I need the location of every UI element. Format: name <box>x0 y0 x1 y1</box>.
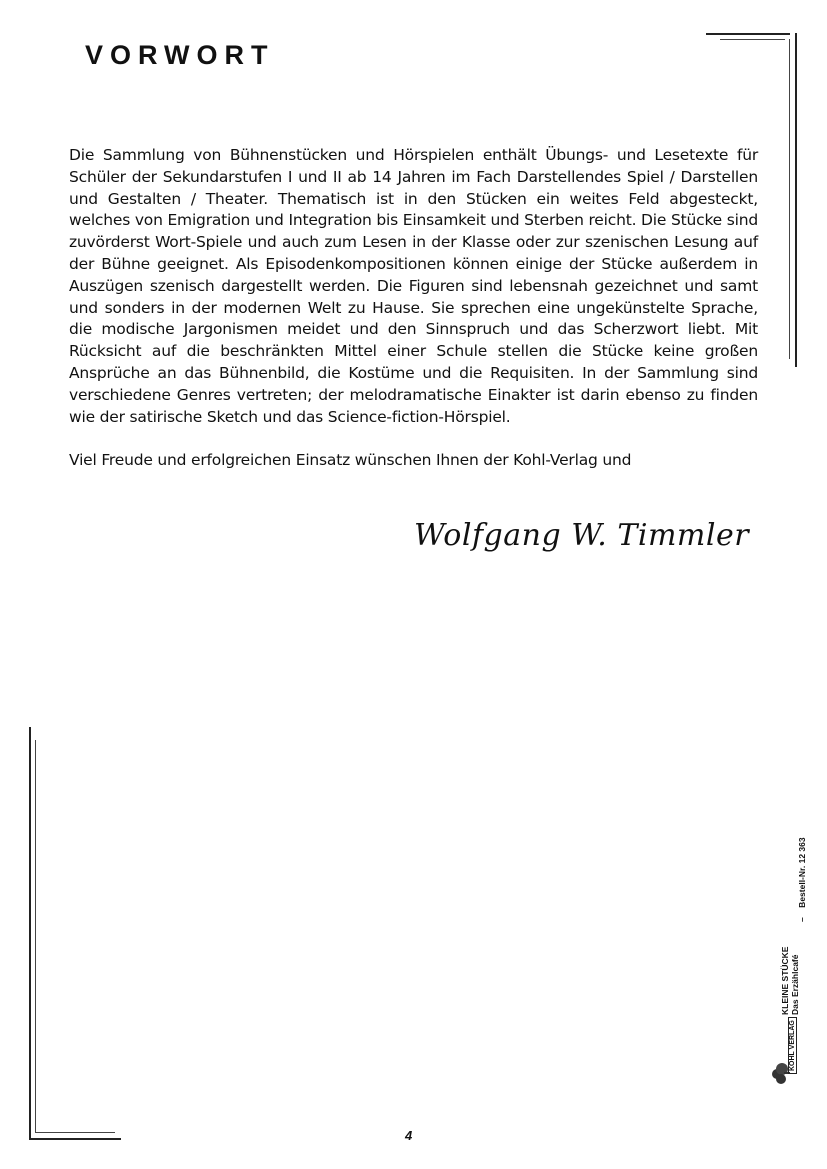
corner-frame-line <box>720 39 785 40</box>
imprint-separator: – <box>797 917 807 922</box>
corner-frame-line <box>35 740 36 1133</box>
author-signature: Wolfgang W. Timmler <box>414 518 750 553</box>
corner-frame-line <box>29 1138 121 1140</box>
corner-frame-line <box>789 39 790 359</box>
side-imprint <box>760 830 810 1100</box>
imprint-series: KLEINE STÜCKE <box>780 946 790 1015</box>
corner-frame-line <box>706 33 790 35</box>
page-number: 4 <box>405 1128 413 1143</box>
publisher-name: KOHL VERLAG <box>788 1017 797 1074</box>
page-title: VORWORT <box>85 40 275 70</box>
imprint-order-number <box>797 837 807 922</box>
imprint-title: Das Erzählcafé <box>790 954 800 1015</box>
preface-paragraph: Die Sammlung von Bühnenstücken und Hörspielen enthält Übungs- und Lesetexte für Schüler der Sekundarstufen I und II ab 14 Jahren im Fach Darstellendes Spiel / Darstellen und Gestalten / Theater. Thematisch ist in den Stücken ein weites Feld abgesteckt, welches von Emigration und Integration bis Einsamkeit und Sterben reicht. Die Stücke sind zuvörderst Wort-Spiele und auch zum Lesen in der Klasse oder zur szenischen Lesung auf der Bühne geeignet. Als Episodenkompositionen können einige der Stücke außerdem in Auszügen szenisch dargestellt werden. Die Figuren sind lebensnah gezeichnet und samt und sonders in der modernen Welt zu Hause. Sie sprechen eine ungekünstelte Sprache, die modische Jargonismen meidet und den Sinnspruch und das Scherzwort liebt. Mit Rücksicht auf die beschränkten Mittel einer Schule stellen die Stücke keine großen Ansprüche an das Bühnenbild, die Kostüme und die Requisiten. In der Sammlung sind verschiedene Genres vertreten; der melodramatische Einakter ist darin ebenso zu finden wie der satirische Sketch und das Science-fiction-Hörspiel. <box>69 146 758 426</box>
imprint-order-text: Bestell-Nr. 12 363 <box>797 837 807 908</box>
corner-frame-line <box>795 33 797 367</box>
corner-frame-line <box>35 1132 115 1133</box>
publisher-logo <box>768 1022 798 1092</box>
corner-frame-line <box>29 727 31 1139</box>
closing-line: Viel Freude und erfolgreichen Einsatz wünschen Ihnen der Kohl-Verlag und <box>69 451 632 469</box>
